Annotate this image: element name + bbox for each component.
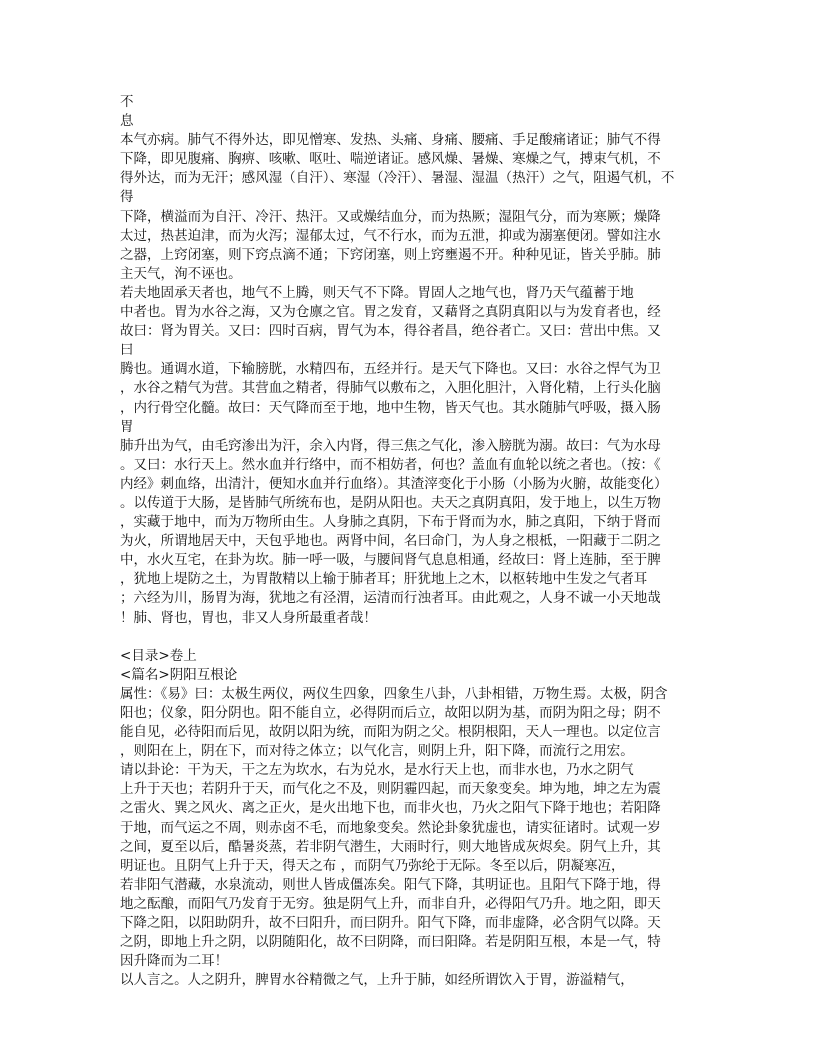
text-line: 若非阳气潜藏，水泉流动，则世人皆成僵冻矣。阳气下降，其明证也。且阳气下降于地，得 xyxy=(120,876,661,893)
text-line: 下降，横溢而为自汗、冷汗、热汗。又或燥结血分，而为热厥；湿阻气分，而为寒厥；燥降 xyxy=(120,208,661,225)
text-line: ，水谷之精气为营。其营血之精者，得肺气以敷布之，入胆化胆汁，入肾化精，上行头化脑 xyxy=(120,380,661,397)
text-line: 于地，而气运之不周，则赤卤不毛，而地象变矣。然论卦象犹虚也，请实征诸时。试观一岁 xyxy=(120,819,661,836)
text-line: ，犹地上堤防之土，为胃散精以上输于肺者耳；肝犹地上之木，以枢转地中生发之气者耳 xyxy=(120,571,648,588)
text-line: 得 xyxy=(120,189,134,206)
text-line: 之间，夏至以后，酷暑炎蒸，若非阴气潜生，大雨时行，则大地皆成灰烬矣。阴气上升，其 xyxy=(120,838,661,855)
text-line: 以人言之。人之阴升，脾胃水谷精微之气，上升于肺，如经所谓饮入于胃，游溢精气， xyxy=(120,972,634,989)
text-line: 阳也；仪象，阳分阴也。阳不能自立，必得阴而后立，故阳以阴为基，而阴为阳之母；阴不 xyxy=(120,705,661,721)
text-line: ！肺、肾也，胃也，非又人身所最重者哉！ xyxy=(120,609,377,626)
text-line: 。又曰：水行天上。然水血并行络中，而不相妨者，何也？盖血有血轮以统之者也。（按：《 xyxy=(120,456,661,473)
text-line: 上升于天也；若阴升于天，而气化之不及，则阴霾四起，而天象变矣。坤为地，坤之左为震 xyxy=(120,781,661,798)
text-line: 息 xyxy=(120,113,134,130)
chapter-title: <篇名>阴阳互根论 xyxy=(120,666,238,683)
text-line: 主天气，洵不诬也。 xyxy=(120,265,242,282)
text-line: 地之酝酿，而阳气乃发育于无穷。独是阴气上升，而非自升，必得阳气乃升。地之阳，即天 xyxy=(120,895,661,912)
text-line: 因升降而为二耳！ xyxy=(120,953,229,970)
section-body-text-2 xyxy=(120,647,700,991)
text-line: 下降，即见腹痛、胸痹、咳嗽、呕吐、喘逆诸证。感风燥、暑燥、寒燥之气，搏束气机，不 xyxy=(120,151,661,168)
text-line: 若夫地固承天者也，地气不上腾，则天气不下降。胃固人之地气也，肾乃天气蕴蓄于地 xyxy=(120,284,634,301)
text-line: ，内行骨空化髓。故曰：天气降而至于地，地中生物，皆天气也。其水随肺气呼吸，摄入肠 xyxy=(120,399,661,416)
text-line: 为火，所谓地居天中，天包乎地也。两肾中间，名曰命门，为人身之根柢，一阳藏于二阴之 xyxy=(120,533,661,550)
text-line: 故曰：肾为胃关。又曰：四时百病，胃气为本，得谷者昌，绝谷者亡。又曰：营出中焦。又 xyxy=(120,323,661,340)
text-line: 。以传道于大肠，是皆肺气所统布也，是阴从阳也。夫天之真阴真阳，发于地上，以生万物 xyxy=(120,494,661,511)
text-line: 不 xyxy=(120,94,134,110)
text-line: 胃 xyxy=(120,418,134,435)
text-line: 得外达，而为无汗；感风湿（自汗）、寒湿（冷汗）、暑湿、湿温（热汗）之气，阻遏气机，不 xyxy=(120,170,675,187)
text-line: 属性：《易》曰：太极生两仪，两仪生四象，四象生八卦，八卦相错，万物生焉。太极，阴含 xyxy=(120,685,668,702)
section-body-text-1 xyxy=(120,93,700,628)
text-line: 之器，上窍闭塞，则下窍点滴不通；下窍闭塞，则上窍壅遏不开。种种见证，皆关乎肺。肺 xyxy=(120,246,661,263)
text-line: ，则阳在上，阴在下，而对待之体立；以气化言，则阴上升，阳下降，而流行之用宏。 xyxy=(120,743,634,760)
text-line: 下降之阳，以阳助阴升，故不曰阳升，而曰阴升。阳气下降，而非虚降，必含阴气以降。天 xyxy=(120,915,661,932)
text-line: 中，水火互宅，在卦为坎。肺一呼一吸，与腰间肾气息息相通，经故曰：肾上连肺，至于脾 xyxy=(120,552,661,569)
text-line: 请以卦论：干为天，干之左为坎水，右为兑水，是水行天上也，而非水也，乃水之阴气 xyxy=(120,762,634,779)
document-page xyxy=(120,93,700,990)
text-line: 内经》刺血络，出清汁，便知水血并行血络）。其渣滓变化于小肠（小肠为火腑，故能变化） xyxy=(120,475,668,492)
text-line: ，实藏于地中，而为万物所由生。人身肺之真阴，下布于肾而为水，肺之真阳，下纳于肾而 xyxy=(120,514,661,531)
text-line: 明证也。且阴气上升于天，得天之布 ，而阴气乃弥纶于无际。冬至以后，阴凝寒冱， xyxy=(120,857,625,874)
text-line: 肺升出为气，由毛窍渗出为汗，余入内肾，得三焦之气化，渗入膀胱为溺。故曰：气为水母 xyxy=(120,437,661,454)
text-line: 中者也。胃为水谷之海，又为仓廪之官。胃之发育，又藉肾之真阴真阳以与为发育者也，经 xyxy=(120,304,661,321)
text-line: 曰 xyxy=(120,342,134,359)
text-line: ；六经为川，肠胃为海，犹地之有泾渭，运清而行浊者耳。由此观之，人身不诚一小天地哉 xyxy=(120,590,661,607)
text-line: 能自见，必待阳而后见，故阴以阳为统，而阳为阴之父。根阴根阳，天人一理也。以定位言 xyxy=(120,724,661,741)
text-line: 之雷火、巽之风火、离之正火，是火出地下也，而非火也，乃火之阳气下降于地也；若阳降 xyxy=(120,800,661,817)
catalog-label: <目录>卷上 xyxy=(120,647,197,664)
text-line: 之阴，即地上升之阴，以阴随阳化，故不曰阴降，而曰阳降。若是阴阳互根，本是一气，特 xyxy=(120,934,661,951)
section-spacer xyxy=(120,628,700,647)
text-line: 太过，热甚迫津，而为火泻；湿郁太过，气不行水，而为五泄，抑或为溺塞便闭。譬如注水 xyxy=(120,227,661,244)
text-line: 腾也。通调水道，下输膀胱，水精四布，五经并行。是天气下降也。又曰：水谷之悍气为卫 xyxy=(120,361,661,378)
text-line: 本气亦病。肺气不得外达，即见憎寒、发热、头痛、身痛、腰痛、手足酸痛诸证；肺气不得 xyxy=(120,132,661,149)
